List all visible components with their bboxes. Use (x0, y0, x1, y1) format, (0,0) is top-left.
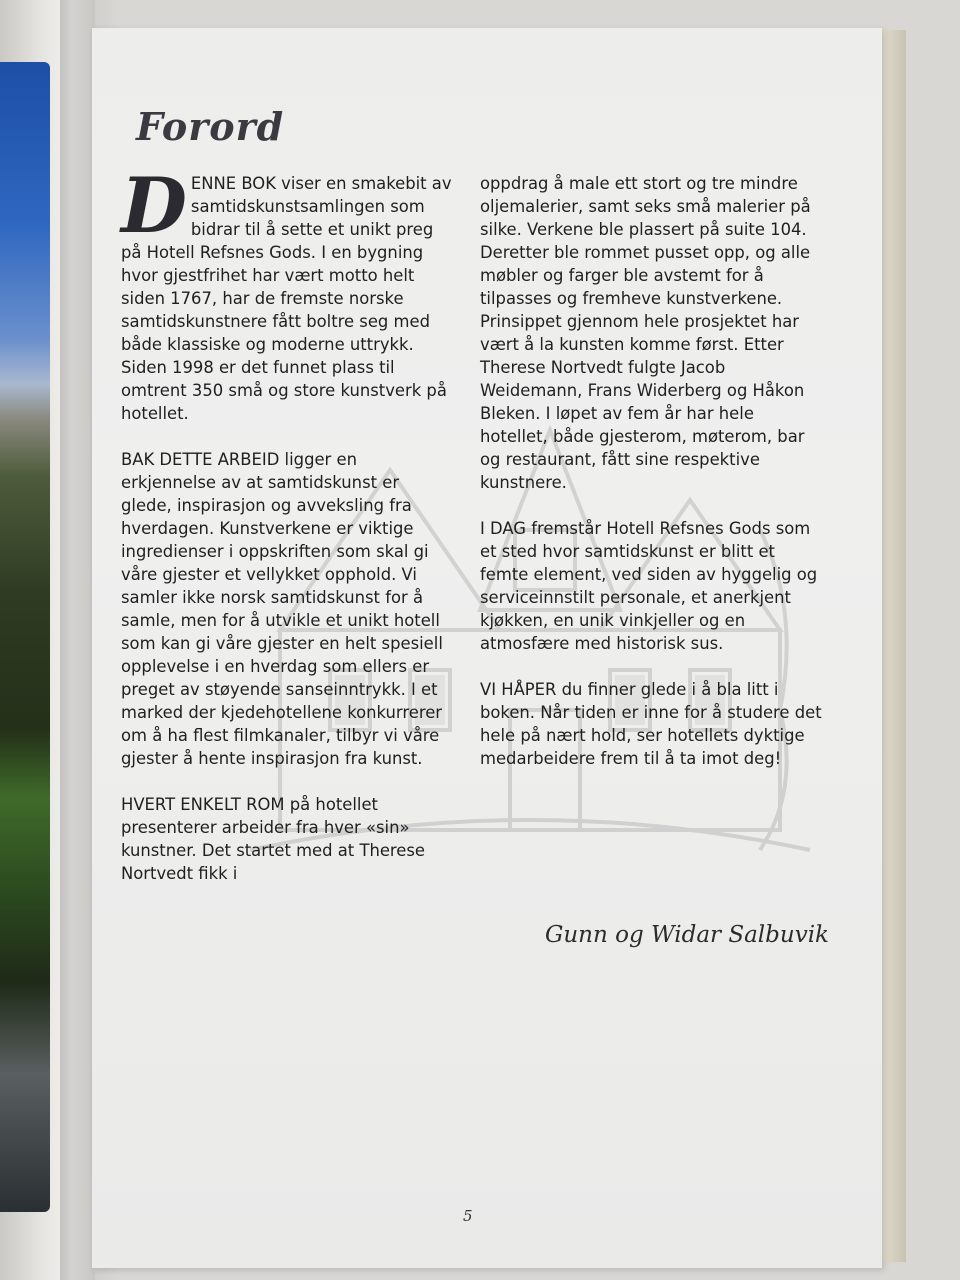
paragraph: VI HÅPER du finner glede i å bla litt i boken. Når tiden er inne for å studere det hele på nært hold, ser hotellets dyktige medarbeidere frem til å ta imot deg! (480, 680, 822, 768)
dropcap: D (121, 161, 187, 250)
paragraph: BAK DETTE ARBEID ligger en erkjennelse av at samtidskunst er glede, inspirasjon og avveksling fra hverdagen. Kunstverkene er viktige ingredienser i oppskriften som skal gi våre gjester et vellykket opphold. Vi samler ikke norsk samtidskunst for å samle, men for å utvikle et unikt hotell som kan gi våre gjester en helt spesiell opplevelse i en hverdag som ellers er preget av støyende sanseinntrykk. I et marked der kjedehotellene konkurrerer om å ha flest filmkanaler, tilbyr vi våre gjester å hente inspirasjon fra kunst. (121, 450, 443, 768)
right-text-column (480, 172, 825, 793)
paragraph: oppdrag å male ett stort og tre mindre oljemalerier, samt seks små malerier på silke. Verkene ble plassert på suite 104. Deretter ble rommet pusset opp, og alle møbler og farger ble avstemt for å tilpasses og fremheve kunstverkene. Prinsippet gjennom hele prosjektet har vært å la kunsten komme først. Etter Therese Nortvedt fulgte Jacob Weidemann, Frans Widerberg og Håkon Bleken. I løpet av fem år har hele hotellet, både gjesterom, møterom, bar og restaurant, fått sine respektive kunstnere. (480, 174, 811, 492)
page-number: 5 (463, 1207, 473, 1225)
page-title: Forord (136, 104, 285, 149)
paragraph: DENNE BOK viser en smakebit av samtidskunstsamlingen som bidrar til å sette et unikt preg på Hotell Refsnes Gods. I en bygning hvor gjestfrihet har vært motto helt siden 1767, har de fremste norske samtidskunstnere fått boltre seg med både klassiske og moderne uttrykk. Siden 1998 er det funnet plass til omtrent 350 små og store kunstverk på hotellet. (121, 161, 452, 423)
paragraph: I DAG fremstår Hotell Refsnes Gods som et sted hvor samtidskunst er blitt et femte element, ved siden av hyggelig og serviceinnstilt personale, et anerkjent kjøkken, en unik vinkjeller og en atmosfære med historisk sus. (480, 519, 818, 653)
signature: Gunn og Widar Salbuvik (545, 922, 829, 948)
left-text-column (121, 161, 453, 908)
left-page-photo (0, 62, 50, 1212)
paragraph: HVERT ENKELT ROM på hotellet presenterer arbeider fra hver «sin» kunstner. Det startet med at Therese Nortvedt fikk i (121, 795, 426, 883)
